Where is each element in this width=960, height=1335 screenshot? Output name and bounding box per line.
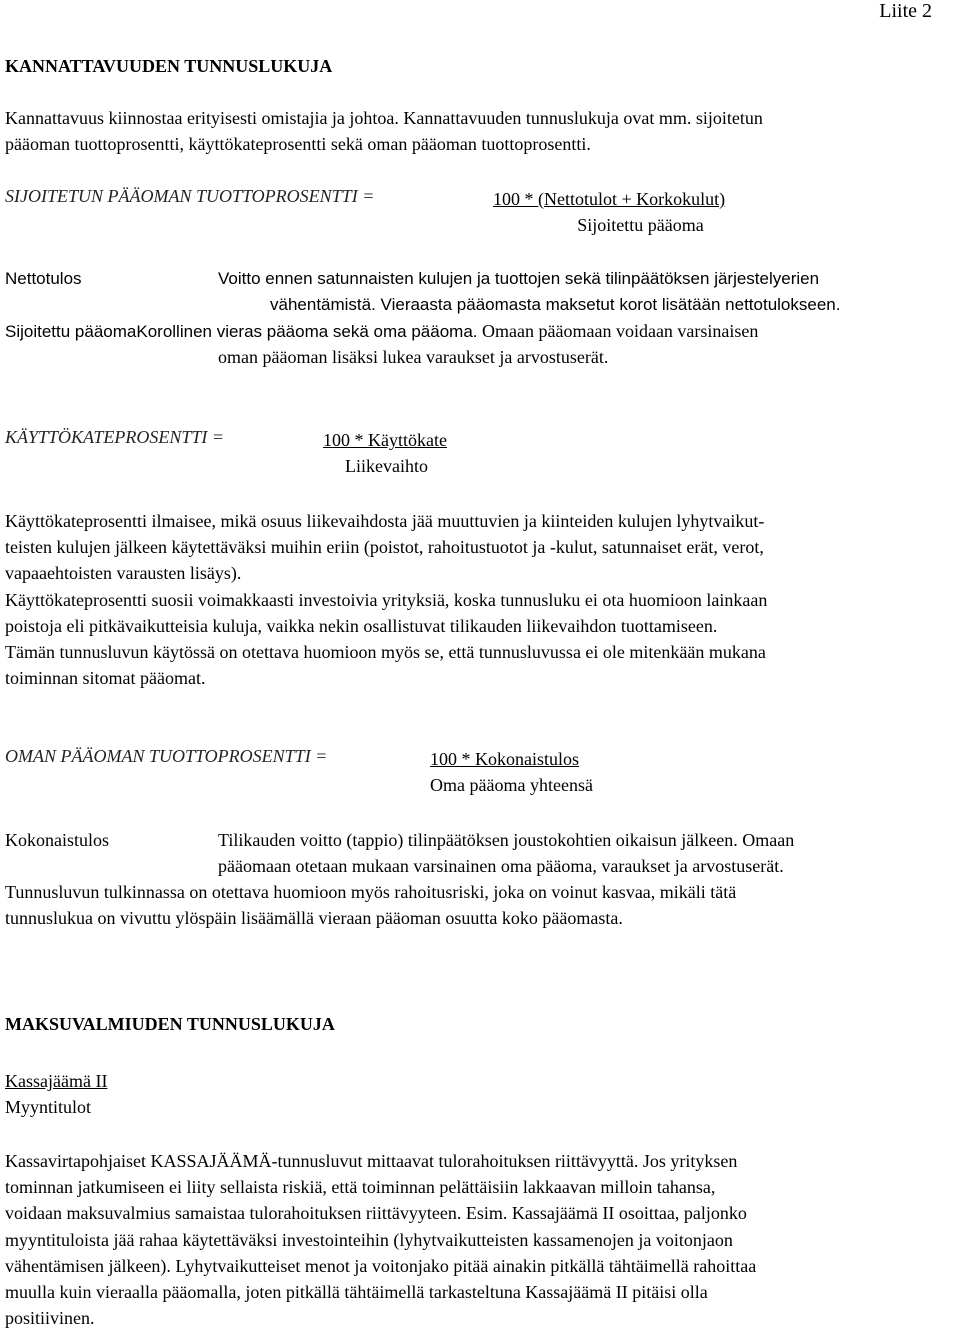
formula-denominator: Sijoitettu pääoma [577, 215, 704, 235]
ebitda-paragraph [5, 508, 960, 691]
term-kokonaistulos: Kokonaistulos [5, 830, 110, 850]
paragraph-line: vapaaehtoisten varausten lisäys). [5, 563, 242, 584]
paragraph-line: Käyttökateprosentti suosii voimakkaasti investoivia yrityksiä, koska tunnusluku ei ota huomioon lainkaan [5, 589, 768, 610]
definition-kokonaistulos-2: pääomaan otetaan mukaan varsinainen oma pääoma, varaukset ja arvostuserät. [218, 856, 784, 876]
formula-fraction-ebitda [323, 427, 483, 479]
intro-paragraph [5, 105, 960, 157]
term-nettotulos: Nettotulos [5, 269, 82, 288]
formula-label-ebitda: KÄYTTÖKATEPROSENTTI = [5, 427, 225, 447]
formula-numerator: 100 * Käyttökate [323, 430, 447, 450]
section-heading-profitability: KANNATTAVUUDEN TUNNUSLUKUJA [5, 56, 333, 76]
paragraph-line: tominnan jatkumiseen ei liity sellaista riskiä, että toiminnan pelättäisiin lakkaavan milloin tahansa, [5, 1177, 716, 1198]
definition-sijoitettu-1b: Omaan pääomaan voidaan varsinaisen [477, 321, 759, 341]
formula-fraction-roe [430, 746, 650, 798]
section-heading-liquidity: MAKSUVALMIUDEN TUNNUSLUKUJA [5, 1014, 335, 1034]
formula-denominator: Myyntitulot [5, 1097, 92, 1118]
formula-label-roi: SIJOITETUN PÄÄOMAN TUOTTOPROSENTTI = [5, 186, 375, 206]
paragraph-line: poistoja eli pitkävaikutteisia kuluja, vaikka nekin osallistuvat tilikauden liikevaihdon tuottamiseen. [5, 615, 718, 636]
paragraph-line: vähentämisen jälkeen). Lyhytvaikutteiset menot ja voitonjako pitää ainakin pitkällä tähtäimellä rahoittaa [5, 1255, 757, 1276]
formula-label-roe: OMAN PÄÄOMAN TUOTTOPROSENTTI = [5, 746, 328, 766]
definition-nettotulos-1: Voitto ennen satunnaisten kulujen ja tuottojen sekä tilinpäätöksen järjestelyerien [218, 269, 820, 288]
attachment-label: Liite 2 [879, 0, 932, 22]
roe-interpretation-paragraph [5, 879, 960, 931]
paragraph-line: Tunnusluvun tulkinnassa on otettava huomioon myös rahoitusriski, joka on voinut kasvaa, mikäli tätä [5, 882, 737, 902]
formula-fraction-cash [5, 1068, 107, 1120]
paragraph-line: Käyttökateprosentti ilmaisee, mikä osuus liikevaihdosta jää muuttuvien ja kiinteiden kulujen lyhytvaikut- [5, 511, 765, 531]
definition-sijoitettu-1: Korollinen vieras pääoma sekä oma pääoma. [136, 322, 478, 341]
intro-line: Kannattavuus kiinnostaa erityisesti omistajia ja johtoa. Kannattavuuden tunnuslukuja ovat mm. sijoitetun [5, 108, 763, 128]
formula-numerator: Kassajäämä II [5, 1071, 108, 1091]
definition-kokonaistulos-1: Tilikauden voitto (tappio) tilinpäätöksen joustokohtien oikaisun jälkeen. Omaan [218, 830, 795, 850]
paragraph-line: teisten kulujen jälkeen käytettäväksi muihin eriin (poistot, rahoitustuotot ja -kulut, satunnaiset erät, verot, [5, 537, 764, 558]
formula-numerator: 100 * Kokonaistulos [430, 749, 580, 769]
definition-sijoitettu-2: oman pääoman lisäksi lukea varaukset ja arvostuserät. [218, 347, 609, 367]
paragraph-line: tunnuslukua on vivuttu ylöspäin lisäämällä vieraan pääoman osuutta koko pääomasta. [5, 908, 623, 929]
paragraph-line: voidaan maksuvalmius samaistaa tulorahoituksen riittävyyteen. Esim. Kassajäämä II osoittaa, paljonko [5, 1203, 747, 1224]
paragraph-line: Kassavirtapohjaiset KASSAJÄÄMÄ-tunnusluvut mittaavat tulorahoituksen riittävyyttä. Jos yrityksen [5, 1151, 738, 1171]
formula-fraction-roi [493, 186, 788, 238]
definition-sijoitettu-row [5, 318, 758, 345]
paragraph-line: Tämän tunnusluvun käytössä on otettava huomioon myös se, että tunnusluvussa ei ole mitenkään mukana [5, 641, 766, 662]
definition-nettotulos-2: vähentämistä. Vieraasta pääomasta maksetut korot lisätään nettotulokseen. [270, 295, 841, 314]
term-sijoitettu-paaoma: Sijoitettu pääoma [5, 322, 137, 341]
liquidity-paragraph [5, 1148, 960, 1331]
paragraph-line: positiivinen. [5, 1308, 95, 1329]
formula-denominator: Oma pääoma yhteensä [430, 775, 593, 795]
formula-numerator: 100 * (Nettotulot + Korkokulut) [493, 189, 726, 209]
intro-line: pääoman tuottoprosentti, käyttökateprosentti sekä oman pääoman tuottoprosentti. [5, 134, 591, 155]
formula-denominator: Liikevaihto [345, 456, 428, 476]
paragraph-line: muulla kuin vieraalla pääomalla, joten pitkällä tähtäimellä tarkasteltuna Kassajäämä II pitäisi olla [5, 1281, 708, 1302]
paragraph-line: myyntituloista jää rahaa käytettäväksi investointeihin (lyhytvaikutteisten kassamenojen ja voitonjaon [5, 1229, 733, 1250]
paragraph-line: toiminnan sitomat pääomat. [5, 668, 206, 689]
